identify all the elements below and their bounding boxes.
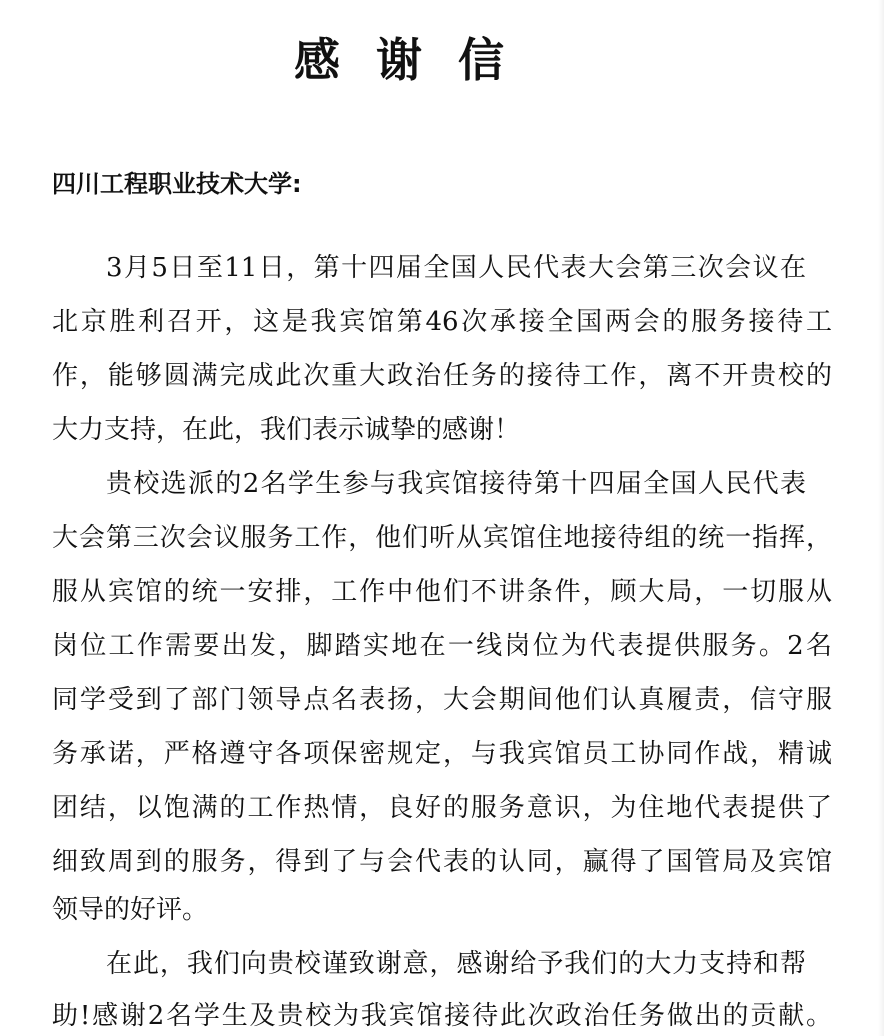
paragraph-3-line-2: 助!感谢2名学生及贵校为我宾馆接待此次政治任务做出的贡献。 — [52, 1001, 832, 1031]
letter-title: 感 谢 信 — [293, 33, 515, 87]
paragraph-3-line-1: 在此，我们向贵校谨致谢意，感谢给予我们的大力支持和帮 — [106, 949, 806, 979]
paragraph-2-line-4: 岗位工作需要出发，脚踏实地在一线岗位为代表提供服务。2名 — [52, 631, 832, 661]
paragraph-2-line-2: 大会第三次会议服务工作，他们听从宾馆住地接待组的统一指挥， — [52, 523, 832, 553]
paragraph-2-line-6: 务承诺，严格遵守各项保密规定，与我宾馆员工协同作战，精诚 — [52, 739, 832, 769]
paragraph-2-line-5: 同学受到了部门领导点名表扬，大会期间他们认真履责，信守服 — [52, 685, 832, 715]
paragraph-2-line-1: 贵校选派的2名学生参与我宾馆接待第十四届全国人民代表 — [106, 469, 806, 499]
paragraph-1-line-4: 大力支持，在此，我们表示诚挚的感谢！ — [52, 415, 521, 445]
letter-salutation: 四川工程职业技术大学: — [52, 170, 302, 198]
paragraph-2-line-8: 细致周到的服务，得到了与会代表的认同，赢得了国管局及宾馆 — [52, 847, 832, 877]
paragraph-2-line-3: 服从宾馆的统一安排，工作中他们不讲条件，顾大局，一切服从 — [52, 577, 832, 607]
scan-edge-shadow — [878, 0, 884, 1036]
paragraph-2-line-7: 团结，以饱满的工作热情，良好的服务意识，为住地代表提供了 — [52, 793, 832, 823]
paragraph-1-line-1: 3月5日至11日，第十四届全国人民代表大会第三次会议在 — [106, 253, 806, 283]
paragraph-1-line-3: 作，能够圆满完成此次重大政治任务的接待工作，离不开贵校的 — [52, 361, 832, 391]
paragraph-1-line-2: 北京胜利召开，这是我宾馆第46次承接全国两会的服务接待工 — [52, 307, 832, 337]
paragraph-2-line-9: 领导的好评。 — [52, 895, 209, 925]
